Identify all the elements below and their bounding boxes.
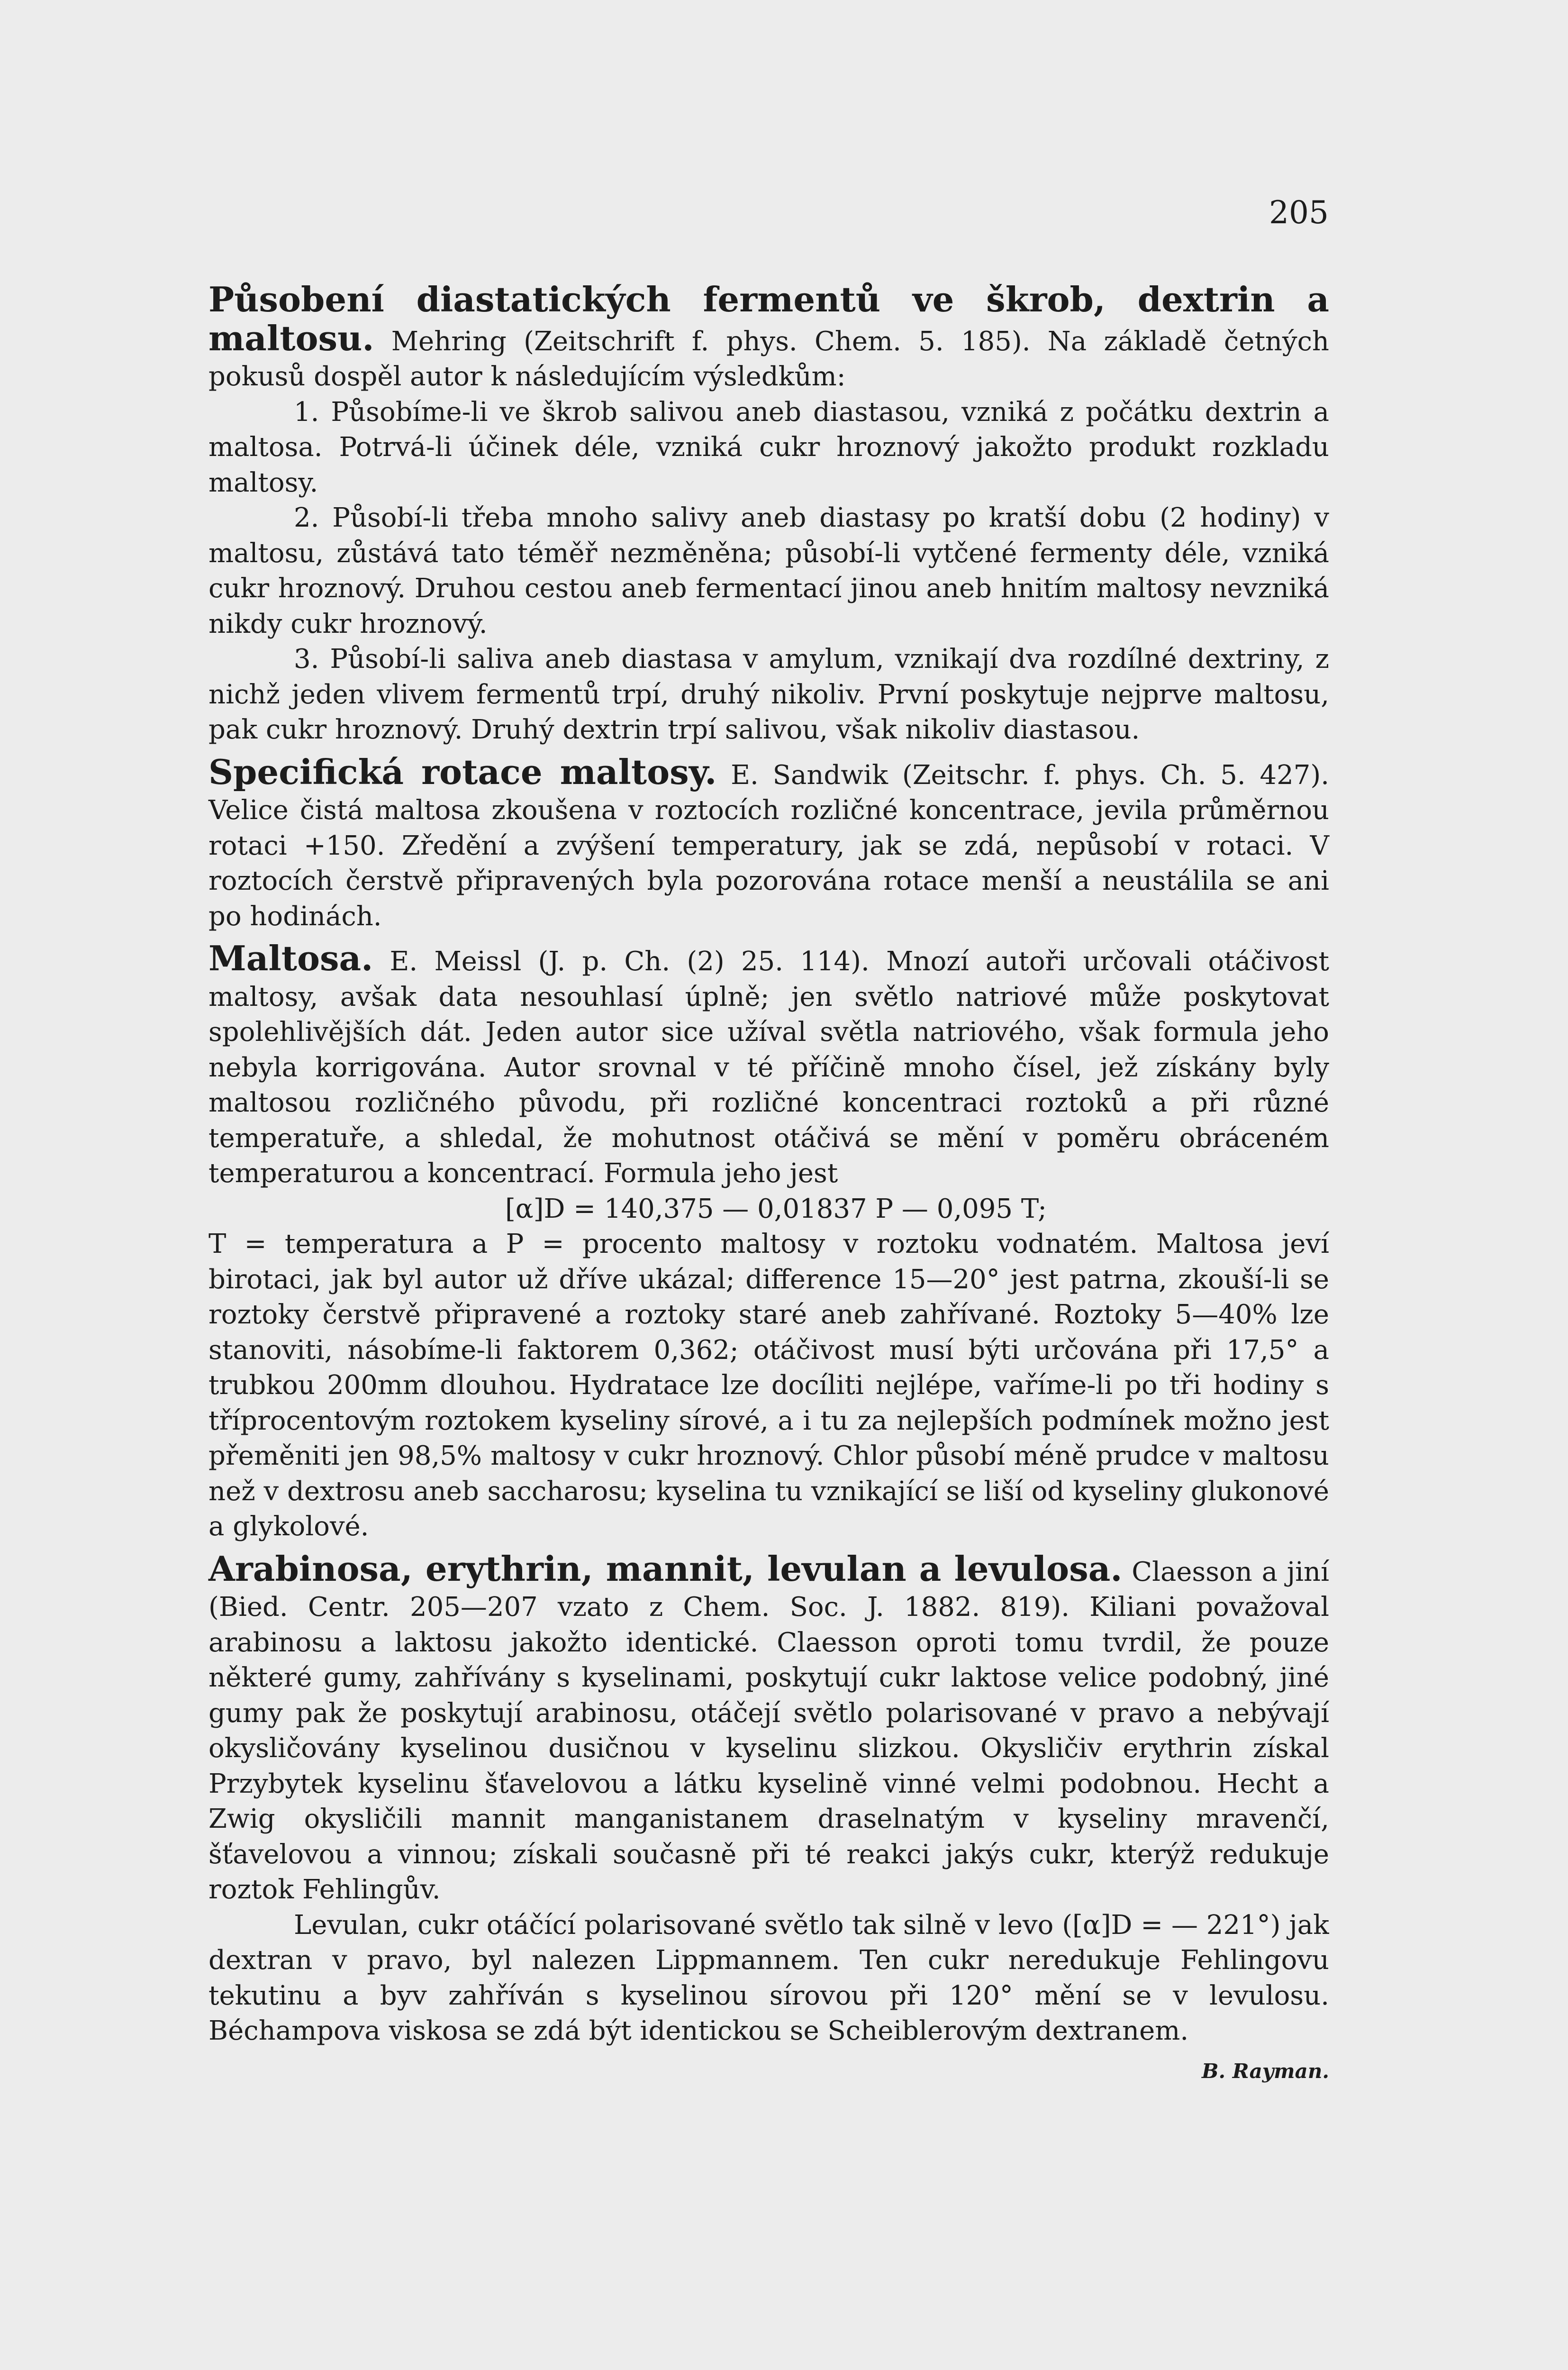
text-block [208,279,1330,2089]
section-specific-rotation [208,751,1329,935]
section-heading: Maltosa. [208,938,373,978]
author-signature: B. Rayman. [1201,2059,1329,2083]
section-heading: Působení diastatických fermentů ve škrob, dextrin a maltosu. [208,279,1329,358]
page-number: 205 [1269,194,1329,231]
paragraph: 1. Působíme-li ve škrob salivou aneb diastasou, vzniká z počátku dextrin a maltosa. Potrvá-li účinek déle, vzniká cukr hroznový jakožto produkt rozkladu maltosy. [208,396,1329,498]
paragraph: Mehring (Zeitschrift f. phys. Chem. 5. 185). Na základě četných pokusů dospěl autor k následujícím výsledkům: [208,326,1329,392]
rotation-formula: [α]D = 140,375 — 0,01837 P — 0,095 T; [505,1193,1047,1224]
section-diastatic-ferments [208,279,1329,748]
paragraph: E. Sandwik (Zeitschr. f. phys. Ch. 5. 427). Velice čistá maltosa zkoušena v roztocích rozličné koncentrace, jevila průměrnou rotaci +150. Zředění a zvýšení temperatury, jak se zdá, nepůsobí v rotaci. V roztocích čerstvě připravených byla pozorována rotace menší a neustálila se ani po hodinách. [208,759,1329,932]
paragraph: Levulan, cukr otáčící polarisované světlo tak silně v levo ([α]D = — 221°) jak dextran v pravo, byl nalezen Lippmannem. Ten cukr neredukuje Fehlingovu tekutinu a byv zahříván s kyselinou sírovou při 120° mění se v levulosu. Béchampova viskosa se zdá být identickou se Scheiblerovým dextranem. [208,1909,1329,2046]
section-maltosa [208,938,1329,1545]
paragraph: Claesson a jiní (Bied. Centr. 205—207 vzato z Chem. Soc. J. 1882. 819). Kiliani považoval arabinosu a laktosu jakožto identické. Claesson oproti tomu tvrdil, že pouze některé gumy, zahřívány s kyselinami, poskytují cukr laktose velice podobný, jiné gumy pak že poskytují arabinosu, otáčejí světlo polarisované v pravo a nebývají okysličovány kyselinou dusičnou v kyselinu slizkou. Okysličiv erythrin získal Przybytek kyselinu šťavelovou a látku kyselině vinné velmi podobnou. Hecht a Zwig okysličili mannit manganistanem draselnatým v kyseliny mravenčí, šťavelovou a vinnou; získali současně při té reakci jakýs cukr, kterýž redukuje roztok Fehlingův. [208,1556,1330,1905]
paragraph: E. Meissl (J. p. Ch. (2) 25. 114). Mnozí autoři určovali otáčivost maltosy, avšak data nesouhlasí úplně; jen světlo natriové může poskytovat spolehlivějších dát. Jeden autor sice užíval světla natriového, však formula jeho nebyla korrigována. Autor srovnal v té příčině mnoho čísel, jež získány byly maltosou rozličného původu, při rozličné koncentraci roztoků a při různé temperatuře, a shledal, že mohutnost otáčivá se mění v poměru obráceném temperaturou a koncentrací. Formula jeho jest [208,946,1329,1189]
paragraph: 3. Působí-li saliva aneb diastasa v amylum, vznikají dva rozdílné dextriny, z nichž jeden vlivem fermentů trpí, druhý nikoliv. První poskytuje nejprve maltosu, pak cukr hroznový. Druhý dextrin trpí salivou, však nikoliv diastasou. [208,644,1329,745]
paragraph: T = temperatura a P = procento maltosy v roztoku vodnatém. Maltosa jeví birotaci, jak byl autor už dříve ukázal; difference 15—20° jest patrna, zkouší-li se roztoky čerstvě připravené a roztoky staré aneb zahřívané. Roztoky 5—40% lze stanoviti, násobíme-li faktorem 0,362; otáčivost musí býti určována při 17,5° a trubkou 200mm dlouhou. Hydratace lze docíliti nejlépe, vaříme-li po tři hodiny s tříprocentovým roztokem kyseliny sírové, a i tu za nejlepších podmínek možno jest přeměniti jen 98,5% maltosy v cukr hroznový. Chlor působí méně prudce v maltosu než v dextrosu aneb saccharosu; kyselina tu vznikající se liší od kyseliny glukonové a glykolové. [208,1229,1329,1542]
section-heading: Specifická rotace maltosy. [208,751,717,792]
paragraph: 2. Působí-li třeba mnoho salivy aneb diastasy po kratší dobu (2 hodiny) v maltosu, zůstává tato téměř nezměněna; působí-li vytčené fermenty déle, vzniká cukr hroznový. Druhou cestou aneb fermentací jinou aneb hnitím maltosy nevzniká nikdy cukr hroznový. [208,502,1329,639]
section-heading: Arabinosa, erythrin, mannit, levulan a levulosa. [208,1548,1123,1589]
section-arabinosa [208,1548,1330,2089]
